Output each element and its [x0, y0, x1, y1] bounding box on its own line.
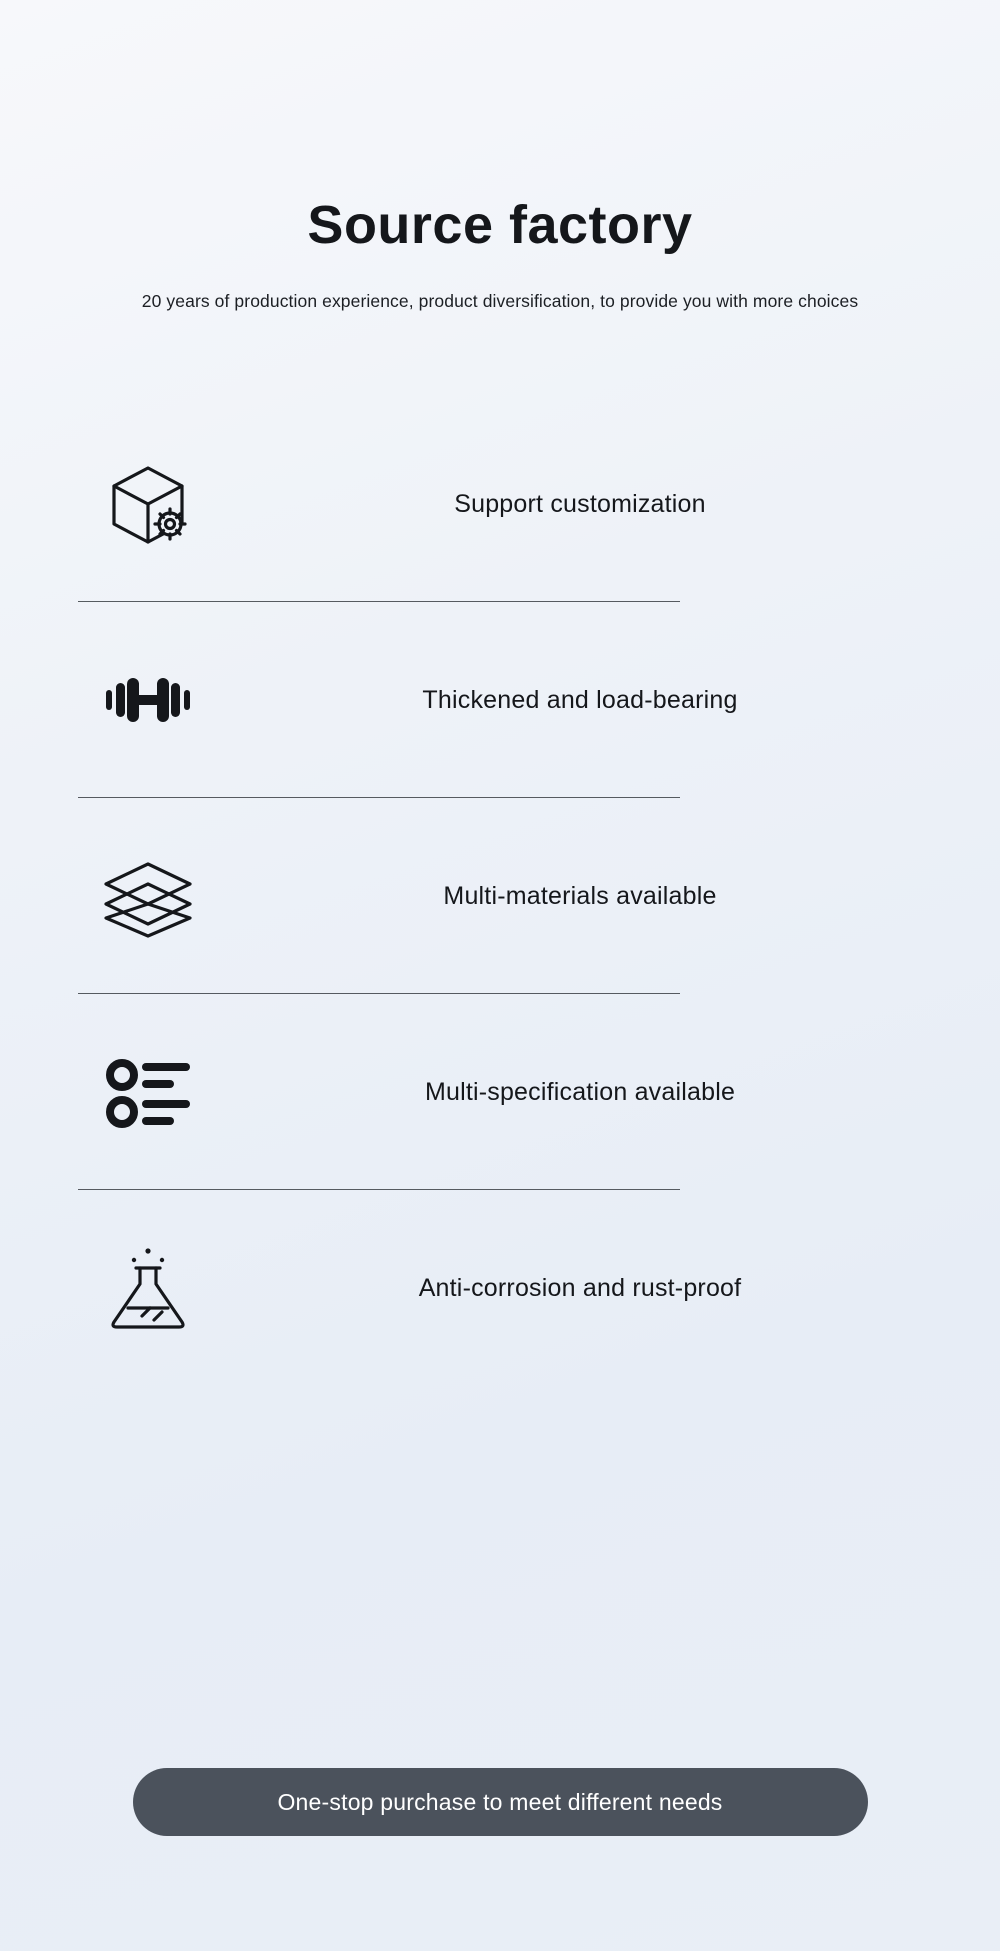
feature-label: Multi-specification available	[424, 1077, 736, 1106]
page-title: Source factory	[307, 195, 693, 255]
list-item	[0, 994, 1000, 1190]
header	[0, 0, 1000, 312]
feature-label: Thickened and load-bearing	[422, 685, 738, 714]
box-gear-icon	[96, 452, 200, 556]
page-subtitle: 20 years of production experience, product diversification, to provide you with more choices	[141, 291, 859, 312]
list-item	[0, 602, 1000, 798]
layers-icon	[96, 844, 200, 948]
feature-list	[0, 406, 1000, 1386]
dumbbell-icon	[96, 648, 200, 752]
one-stop-purchase-button[interactable]: One-stop purchase to meet different needs	[133, 1768, 868, 1836]
cta-container	[0, 1768, 1000, 1836]
list-settings-icon	[96, 1040, 200, 1144]
feature-label: Support customization	[454, 489, 706, 518]
list-item	[0, 406, 1000, 602]
list-item	[0, 798, 1000, 994]
feature-label: Anti-corrosion and rust-proof	[418, 1273, 742, 1302]
anti-corrosion-flask-icon	[96, 1236, 200, 1340]
feature-label: Multi-materials available	[443, 881, 717, 910]
list-item	[0, 1190, 1000, 1386]
